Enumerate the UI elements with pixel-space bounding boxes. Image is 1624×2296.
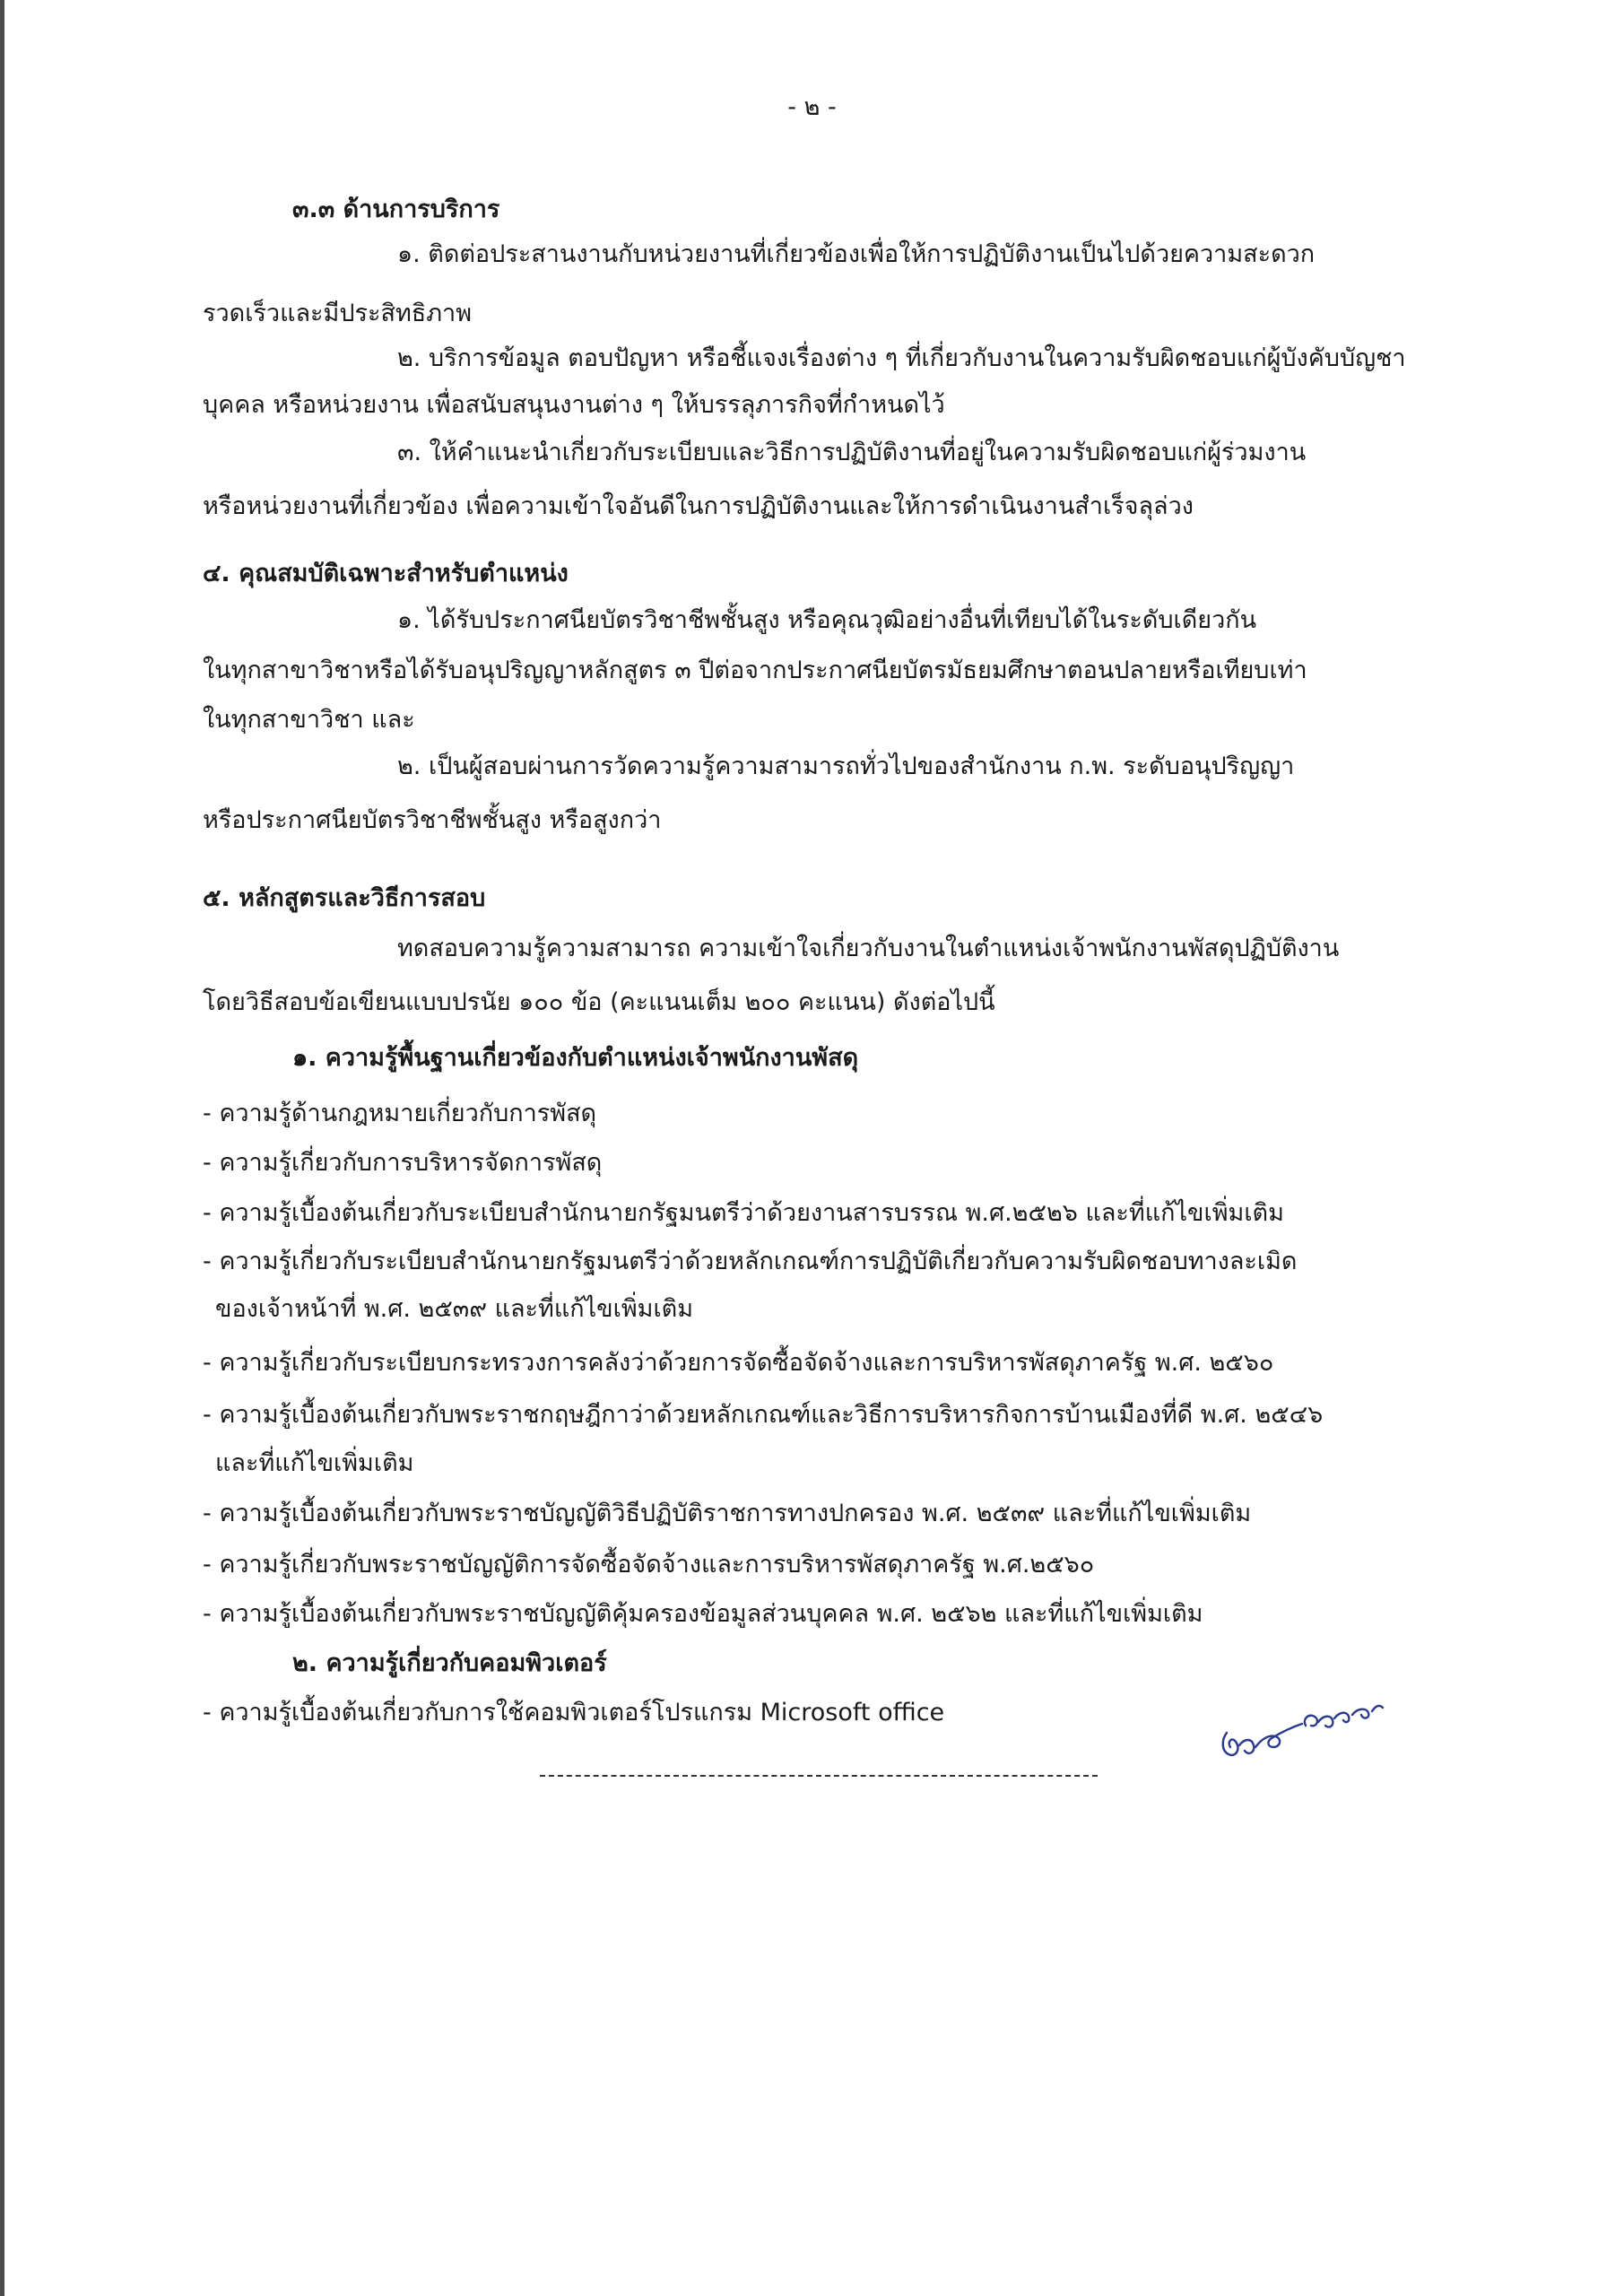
exam-subsection-1-item: - ความรู้เกี่ยวกับพระราชบัญญัติการจัดซื้อจัดจ้างและการบริหารพัสดุภาครัฐ พ.ศ.๒๕๖๐ — [203, 1551, 1095, 1578]
exam-intro-line-1: ทดสอบความรู้ความสามารถ ความเข้าใจเกี่ยวกับงานในตำแหน่งเจ้าพนักงานพัสดุปฏิบัติงาน — [397, 935, 1340, 962]
exam-subsection-1-item: - ความรู้เบื้องต้นเกี่ยวกับพระราชบัญญัติวิธีปฏิบัติราชการทางปกครอง พ.ศ. ๒๕๓๙ และที่แก้ไขเพิ่มเติม — [203, 1500, 1252, 1527]
closing-dashed-line — [540, 1775, 1098, 1777]
service-item-1-line-1: ๑. ติดต่อประสานงานกับหน่วยงานที่เกี่ยวข้องเพื่อให้การปฏิบัติงานเป็นไปด้วยความสะดวก — [397, 240, 1316, 268]
section-heading-service: ๓.๓ ด้านการบริการ — [292, 196, 500, 223]
qualification-item-2-line-1: ๒. เป็นผู้สอบผ่านการวัดความรู้ความสามารถทั่วไปของสำนักงาน ก.พ. ระดับอนุปริญญา — [397, 752, 1295, 780]
service-item-2-line-1: ๒. บริการข้อมูล ตอบปัญหา หรือชี้แจงเรื่องต่าง ๆ ที่เกี่ยวกับงานในความรับผิดชอบแก่ผู้บังคับบัญชา — [397, 344, 1406, 372]
service-item-2-line-2: บุคคล หรือหน่วยงาน เพื่อสนับสนุนงานต่าง ๆ ให้บรรลุภารกิจที่กำหนดไว้ — [203, 391, 945, 419]
exam-subsection-1-item: - ความรู้เกี่ยวกับระเบียบกระทรวงการคลังว่าด้วยการจัดซื้อจัดจ้างและการบริหารพัสดุภาครัฐ พ.ศ. ๒๕๖๐ — [203, 1349, 1274, 1377]
exam-subsection-2-item: - ความรู้เบื้องต้นเกี่ยวกับการใช้คอมพิวเตอร์โปรแกรม Microsoft office — [203, 1699, 945, 1726]
qualification-item-2-line-2: หรือประกาศนียบัตรวิชาชีพชั้นสูง หรือสูงกว่า — [203, 806, 662, 834]
exam-subsection-1-item: - ความรู้เกี่ยวกับการบริหารจัดการพัสดุ — [203, 1149, 603, 1177]
exam-subsection-1-heading: ๑. ความรู้พื้นฐานเกี่ยวข้องกับตำแหน่งเจ้าพนักงานพัสดุ — [292, 1044, 859, 1072]
exam-subsection-1-item: - ความรู้ด้านกฎหมายเกี่ยวกับการพัสดุ — [203, 1100, 597, 1127]
exam-subsection-2-heading: ๒. ความรู้เกี่ยวกับคอมพิวเตอร์ — [292, 1649, 607, 1677]
exam-intro-line-2: โดยวิธีสอบข้อเขียนแบบปรนัย ๑๐๐ ข้อ (คะแนนเต็ม ๒๐๐ คะแนน) ดังต่อไปนี้ — [203, 988, 995, 1016]
exam-subsection-1-item: - ความรู้เบื้องต้นเกี่ยวกับพระราชบัญญัติคุ้มครองข้อมูลส่วนบุคคล พ.ศ. ๒๕๖๒ และที่แก้ไขเพิ่มเติม — [203, 1600, 1203, 1628]
page-number: - ๒ - — [787, 93, 837, 121]
exam-subsection-1-item: - ความรู้เกี่ยวกับระเบียบสำนักนายกรัฐมนตรีว่าด้วยหลักเกณฑ์การปฏิบัติเกี่ยวกับความรับผิดชอบทางละเมิด — [203, 1248, 1298, 1275]
service-item-3-line-2: หรือหน่วยงานที่เกี่ยวข้อง เพื่อความเข้าใจอันดีในการปฏิบัติงานและให้การดำเนินงานสำเร็จลุล่วง — [203, 492, 1194, 520]
exam-subsection-1-item: - ความรู้เบื้องต้นเกี่ยวกับระเบียบสำนักนายกรัฐมนตรีว่าด้วยงานสารบรรณ พ.ศ.๒๕๒๖ และที่แก้ไขเพิ่มเติม — [203, 1199, 1284, 1227]
qualification-item-1-line-1: ๑. ได้รับประกาศนียบัตรวิชาชีพชั้นสูง หรือคุณวุฒิอย่างอื่นที่เทียบได้ในระดับเดียวกัน — [397, 606, 1257, 634]
service-item-1-line-2: รวดเร็วและมีประสิทธิภาพ — [203, 300, 472, 327]
handwritten-signature — [1209, 1695, 1388, 1776]
exam-subsection-1-item-continuation: ของเจ้าหน้าที่ พ.ศ. ๒๕๓๙ และที่แก้ไขเพิ่มเติม — [215, 1295, 694, 1323]
service-item-3-line-1: ๓. ให้คำแนะนำเกี่ยวกับระเบียบและวิธีการปฏิบัติงานที่อยู่ในความรับผิดชอบแก่ผู้ร่วมงาน — [397, 439, 1307, 466]
exam-subsection-1-item-continuation: และที่แก้ไขเพิ่มเติม — [215, 1449, 414, 1477]
qualification-item-1-line-2: ในทุกสาขาวิชาหรือได้รับอนุปริญญาหลักสูตร ๓ ปีต่อจากประกาศนียบัตรมัธยมศึกษาตอนปลายหรือเทียบเท่า — [203, 657, 1307, 684]
section-heading-exam: ๕. หลักสูตรและวิธีการสอบ — [203, 884, 486, 912]
qualification-item-1-line-3: ในทุกสาขาวิชา และ — [203, 706, 415, 734]
section-heading-qualifications: ๔. คุณสมบัติเฉพาะสำหรับตำแหน่ง — [203, 560, 569, 587]
exam-subsection-1-item: - ความรู้เบื้องต้นเกี่ยวกับพระราชกฤษฎีกาว่าด้วยหลักเกณฑ์และวิธีการบริหารกิจการบ้านเมืองที่ดี พ.ศ. ๒๕๔๖ — [203, 1401, 1324, 1429]
